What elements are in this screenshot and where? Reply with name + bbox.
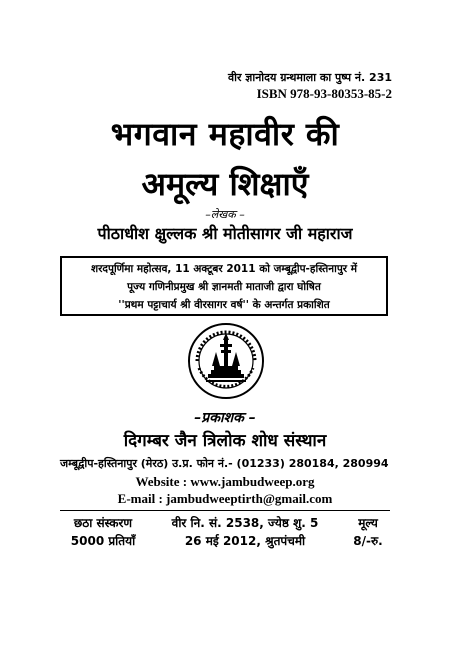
price-label: मूल्य (358, 516, 378, 530)
book-title-line1: भगवान महावीर की (110, 115, 340, 153)
website-link[interactable]: Website : www.jambudweep.org (135, 474, 315, 489)
date-text: 26 मई 2012, श्रुतपंचमी (184, 534, 306, 548)
price-info (338, 514, 398, 550)
era-date-text: वीर नि. सं. 2538, ज्येष्ठ शु. 5 (171, 516, 319, 530)
edition-text: छठा संस्करण (73, 516, 133, 530)
edition-info (58, 514, 148, 550)
notice-line: ''प्रथम पट्टाचार्य श्री वीरसागर वर्ष'' के अन्तर्गत प्रकाशित (118, 299, 330, 311)
author-name: पीठाधीश क्षुल्लक श्री मोतीसागर जी महाराज (97, 224, 353, 243)
price-value: 8/-रु. (353, 534, 383, 548)
publisher-name: दिगम्बर जैन त्रिलोक शोध संस्थान (123, 431, 327, 451)
notice-line: शरदपूर्णिमा महोत्सव, 11 अक्टूबर 2011 को जम्बूद्वीप-हस्तिनापुर में (90, 263, 358, 275)
copies-text: 5000 प्रतियाँ (70, 534, 136, 548)
publisher-label: –प्रकाशक – (194, 410, 256, 426)
book-title-line2: अमूल्य शिक्षाएँ (141, 165, 309, 203)
author-label: –लेखक – (205, 208, 245, 221)
publication-notice-box (60, 256, 388, 316)
divider (60, 510, 390, 511)
email-link[interactable]: E-mail : jambudweeptirth@gmail.com (117, 491, 333, 506)
publisher-address: जम्बूद्वीप-हस्तिनापुर (मेरठ) उ.प्र. फोन नं.- (01233) 280184, 280994 (60, 457, 389, 470)
series-line: वीर ज्ञानोदय ग्रन्थमाला का पुष्प नं. 231 (228, 71, 392, 84)
isbn: ISBN 978-93-80353-85-2 (256, 86, 392, 101)
notice-line: पूज्य गणिनीप्रमुख श्री ज्ञानमती माताजी द्वारा घोषित (127, 281, 321, 293)
institute-seal-icon (186, 322, 266, 400)
date-info (160, 514, 330, 550)
